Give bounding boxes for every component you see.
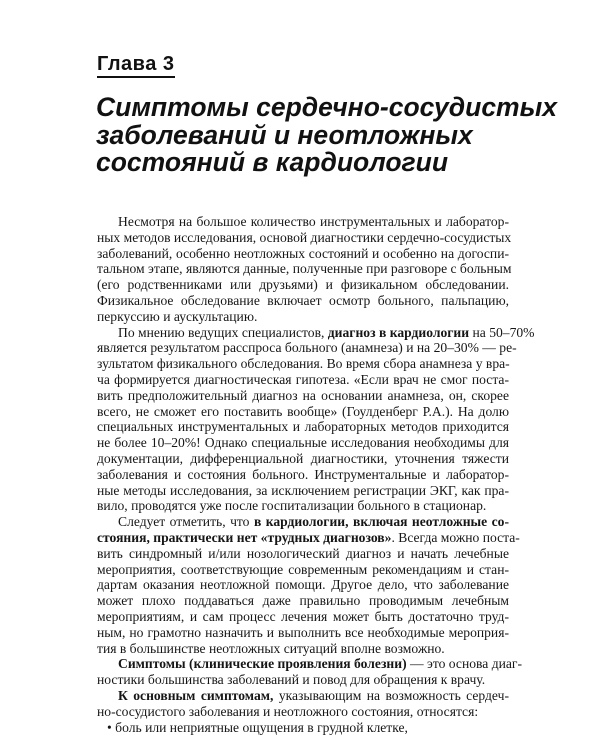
text-run: ных методов исследования, основой диагностики сердечно-сосудистых <box>97 229 512 245</box>
bold-text: стояния, практически нет «трудных диагнозов» <box>97 529 392 545</box>
text-line <box>97 246 509 262</box>
text-line <box>97 293 509 309</box>
bold-text: Симптомы (клинические проявления болезни) <box>118 656 407 672</box>
text-line <box>97 514 509 530</box>
text-run: вить предположительный диагноз на основании анамнеза, он, скорее <box>97 387 509 403</box>
text-run: заболевания и состояния больного. Инструментальные и лаборатор- <box>97 466 509 482</box>
text-run: вить синдромный и/или нозологический диагноз и начать лечебные <box>97 545 509 561</box>
text-line <box>97 451 509 467</box>
title-line: заболеваний и неотложных <box>96 119 473 150</box>
text-line <box>97 483 509 499</box>
text-line <box>97 214 509 230</box>
text-line <box>97 356 509 372</box>
text-run: • боль или неприятные ощущения в грудной клетке, <box>107 719 408 735</box>
text-line <box>97 435 509 451</box>
text-run: . Всегда можно поста- <box>391 529 520 545</box>
text-run: Следует отметить, что <box>118 514 254 530</box>
text-run: Физикальное обследование включает осмотр больного, пальпацию, <box>97 292 509 308</box>
text-line <box>97 388 509 404</box>
text-line <box>97 467 509 483</box>
text-line <box>97 577 509 593</box>
text-run: ностики большинства заболеваний и повод для обращения к врачу. <box>97 672 486 688</box>
chapter-label: Глава 3 <box>97 52 175 78</box>
text-run: мероприятиям, и сам процесс лечения может быть достаточно труд- <box>97 608 509 624</box>
text-run: ным, но грамотно назначить и выполнить все необходимые мероприя- <box>97 624 509 640</box>
text-run: но-сосудистого заболевания и неотложного состояния, относятся: <box>97 703 479 719</box>
text-run: заболеваний, особенно неотложных состояний и особенно на догоспи- <box>97 245 509 261</box>
text-line <box>97 562 509 578</box>
text-line <box>97 688 509 704</box>
text-run: может плохо поддаваться даже правильно проводимым лечебным <box>97 593 509 609</box>
chapter-title <box>96 92 557 177</box>
text-run: зультатом физикального обследования. Во время сбора анамнеза у вра- <box>97 356 510 372</box>
text-run: — это основа диаг- <box>406 656 523 672</box>
text-run: Несмотря на большое количество инструментальных и лаборатор- <box>118 214 509 229</box>
text-run: ча формируется диагностическая гипотеза. «Если врач не смог поста- <box>97 371 509 387</box>
text-line <box>97 277 509 293</box>
text-line <box>97 498 509 514</box>
text-run: не более 10–20%! Однако специальные исследования необходимы для <box>97 435 509 451</box>
text-run: вило, проводятся уже после госпитализации больного в стационар. <box>97 498 487 514</box>
text-line <box>97 672 509 688</box>
text-line <box>97 546 509 562</box>
text-run: (его родственниками или друзьями) и физикальном обследовании. <box>97 277 509 293</box>
text-run: мероприятия, соответствующие современным рекомендациям и стан- <box>97 561 509 577</box>
text-line <box>97 324 535 341</box>
text-run: дартам оказания неотложной помощи. Другое дело, что заболевание <box>97 577 509 593</box>
text-line <box>97 340 517 356</box>
text-line <box>97 656 523 672</box>
text-run: ные методы исследования, за исключением регистрации ЭКГ, как пра- <box>97 482 509 498</box>
text-line <box>97 372 509 388</box>
bullet-item <box>97 720 509 736</box>
text-run: тальном этапе, являются данные, полученные при разговоре с больным <box>97 261 512 277</box>
text-line <box>97 529 520 546</box>
text-line <box>97 593 509 609</box>
text-run: на 50–70% <box>469 324 535 340</box>
text-line <box>97 625 509 641</box>
text-run: является результатом расспроса больного (анамнеза) и на 20–30% — ре- <box>97 340 517 356</box>
text-line <box>97 641 509 657</box>
title-line: Симптомы сердечно-сосудистых <box>96 92 557 122</box>
text-line <box>97 419 509 435</box>
text-line <box>97 229 512 246</box>
title-line: состояний в кардиологии <box>96 147 449 177</box>
body-text <box>97 214 535 735</box>
text-run: документации, дифференциальной диагностики, уточнения тяжести <box>97 450 509 466</box>
text-line <box>97 609 509 625</box>
bold-text: К основным симптомам, <box>118 687 274 703</box>
text-line <box>97 404 509 420</box>
text-run: По мнению ведущих специалистов, <box>118 324 328 340</box>
text-line <box>97 261 512 277</box>
text-run: тия в большинстве неотложных ситуаций вполне возможно. <box>97 640 445 656</box>
bold-text: диагноз в кардиологии <box>327 324 470 340</box>
text-run: указывающим на возможность сердеч- <box>273 687 509 703</box>
text-line <box>97 309 509 325</box>
text-run: специальных инструментальных и лабораторных методов приходится <box>97 419 509 435</box>
text-run: перкуссию и аускультацию. <box>97 308 258 324</box>
bold-text: в кардиологии, включая неотложные со- <box>253 514 509 530</box>
text-line <box>97 704 509 720</box>
text-run: всего, не сможет его поставить вообще» (Гоулденберг Р.А.). На долю <box>97 403 509 419</box>
